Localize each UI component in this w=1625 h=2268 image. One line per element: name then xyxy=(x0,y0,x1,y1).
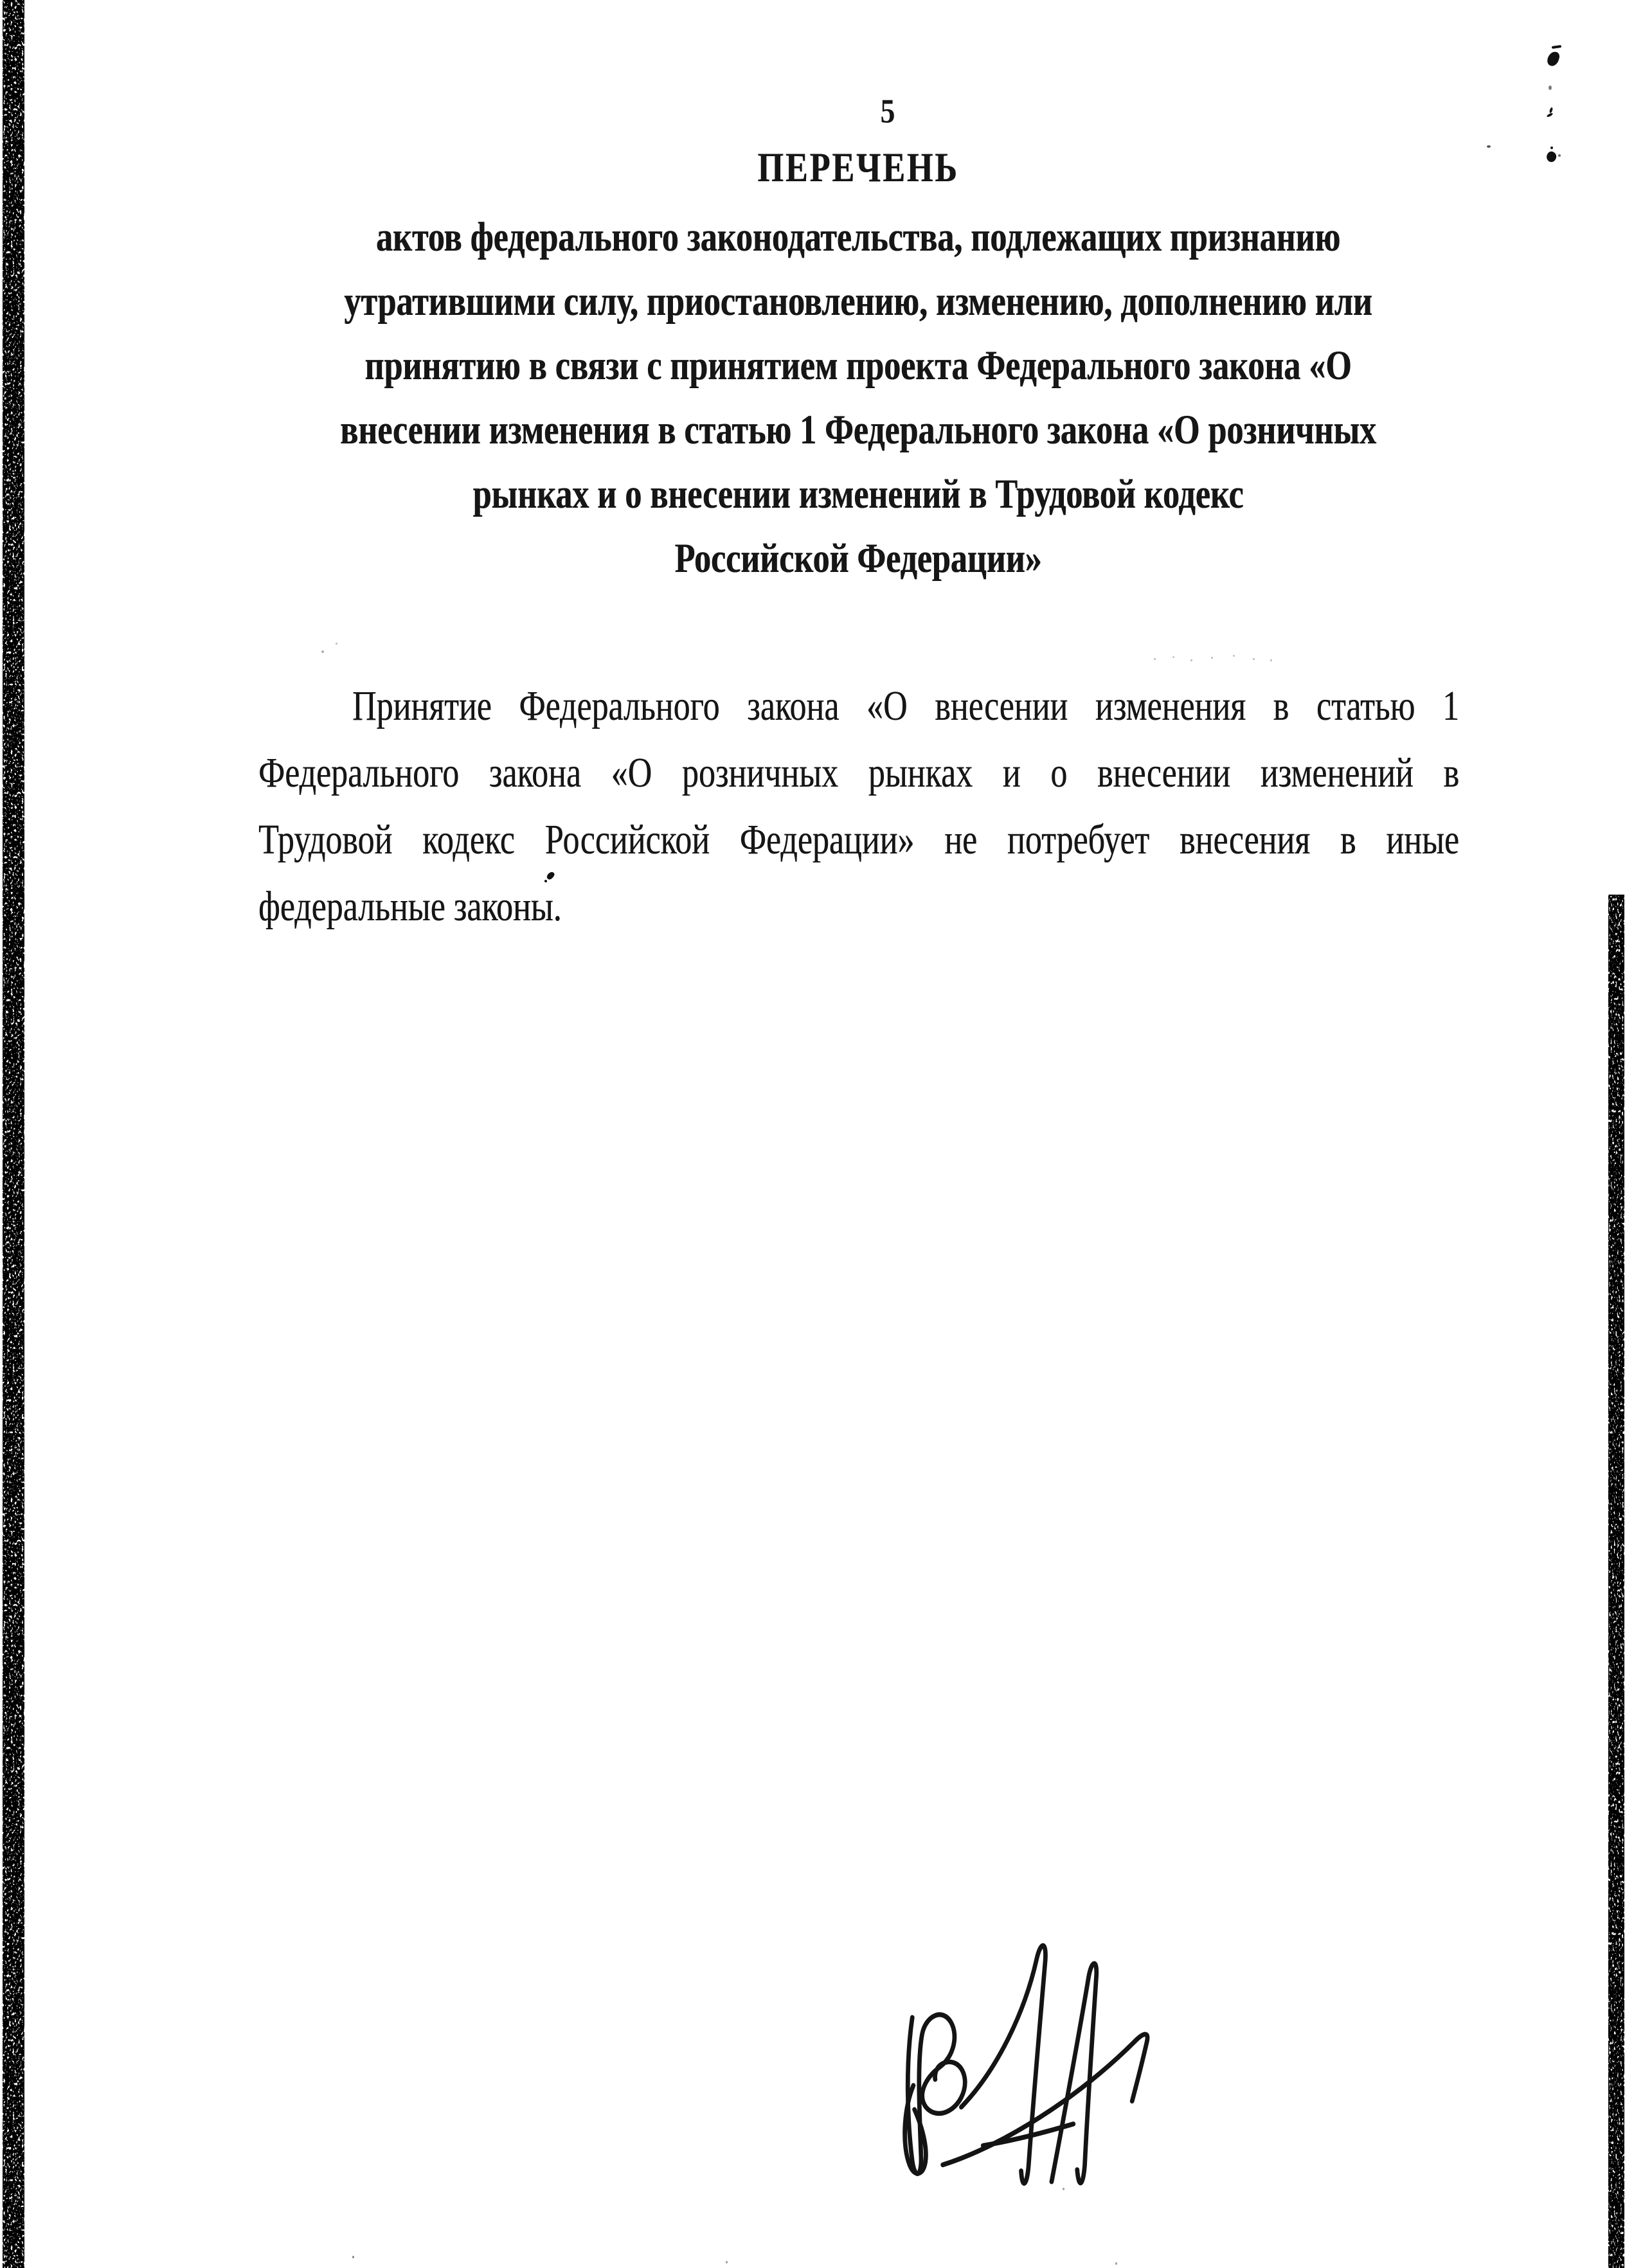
ink-speck xyxy=(726,2261,728,2264)
ink-speck xyxy=(321,650,324,653)
ink-speck xyxy=(1253,658,1255,660)
body-paragraph xyxy=(258,674,1459,941)
document-header xyxy=(257,136,1459,591)
ink-speck xyxy=(1487,145,1491,148)
header-line: актов федерального законодательства, подлежащих признанию xyxy=(375,215,1341,260)
header-line: рынках и о внесении изменений в Трудовой кодекс xyxy=(472,472,1244,517)
document-title: ПЕРЕЧЕНЬ xyxy=(757,145,959,191)
ink-speck xyxy=(1549,85,1552,90)
body-line: Трудовой кодекс Российской Федерации» не потребует внесения в иные xyxy=(258,817,1459,864)
ink-speck xyxy=(1558,154,1561,157)
handwritten-signature-icon xyxy=(860,1906,1165,2207)
header-line: внесении изменения в статью 1 Федерального закона «О розничных xyxy=(340,407,1376,453)
ink-speck xyxy=(1190,659,1192,661)
header-line: Российской Федерации» xyxy=(674,536,1042,582)
ink-speck xyxy=(1063,2188,1064,2190)
ink-speck xyxy=(1211,657,1213,659)
scan-noise-right-edge-icon xyxy=(1608,895,1625,2268)
ink-speck xyxy=(1547,112,1554,118)
ink-speck xyxy=(544,880,547,882)
body-line: Принятие Федерального закона «О внесении изменения в статью 1 xyxy=(352,683,1459,730)
ink-smudge-top-right xyxy=(1552,45,1561,49)
scan-noise-left-edge-icon xyxy=(0,0,26,2268)
ink-smudge-top-right xyxy=(1546,50,1561,67)
header-line: принятию в связи с принятием проекта Федерального закона «О xyxy=(364,343,1352,389)
body-line: федеральные законы. xyxy=(258,884,562,931)
ink-speck xyxy=(1233,655,1235,657)
ink-speck xyxy=(352,2256,354,2258)
ink-speck xyxy=(1172,656,1174,658)
ink-speck xyxy=(1154,658,1156,660)
body-line: Федерального закона «О розничных рынках и о внесении изменений в xyxy=(258,750,1459,797)
ink-speck xyxy=(1115,2262,1117,2265)
ink-speck xyxy=(336,643,337,645)
ink-speck xyxy=(1550,147,1553,149)
header-line: утратившими силу, приостановлению, изменению, дополнению или xyxy=(344,279,1372,325)
ink-smudge-top-right xyxy=(1545,150,1558,164)
page-number: 5 xyxy=(880,92,895,130)
ink-speck xyxy=(1270,659,1272,661)
